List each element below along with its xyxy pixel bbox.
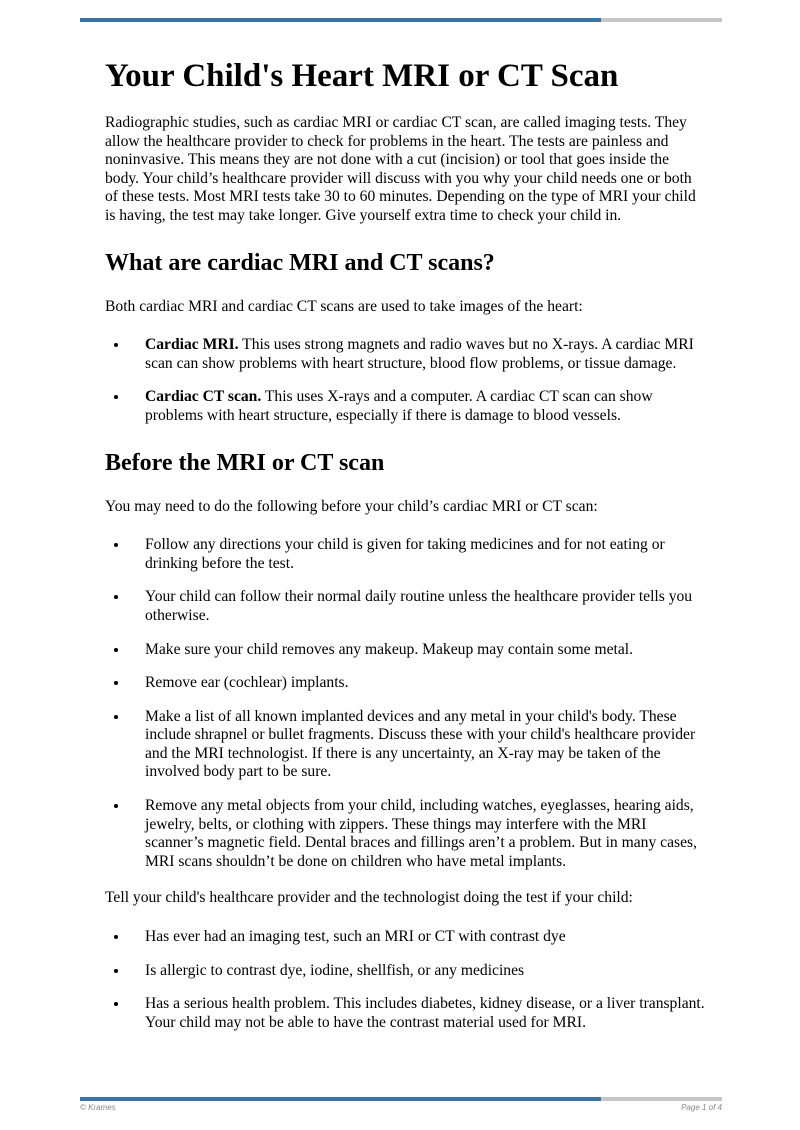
list-item: • Remove ear (cochlear) implants. <box>129 674 705 693</box>
section2-lead: You may need to do the following before your child’s cardiac MRI or CT scan: <box>105 497 598 515</box>
list-item: • Your child can follow their normal daily routine unless the healthcare provider tells you otherwise. <box>129 588 705 625</box>
section-heading-what-are: What are cardiac MRI and CT scans? <box>105 249 495 276</box>
list-item: • Make sure your child removes any makeup. Makeup may contain some metal. <box>129 641 705 660</box>
footer-rule-accent <box>80 1097 601 1101</box>
section-heading-before: Before the MRI or CT scan <box>105 449 385 476</box>
list-item: • Follow any directions your child is given for taking medicines and for not eating or drinking before the test. <box>129 536 705 573</box>
header-rule-accent <box>80 18 601 22</box>
list-item: • Make a list of all known implanted devices and any metal in your child's body. These include shrapnel or bullet fragments. Discuss these with your child's healthcare provider and the MRI technologist. If there is any uncertainty, an X-ray may be taken of the involved body part to be sure. <box>129 708 705 782</box>
header-rule <box>80 18 722 22</box>
intro-paragraph: Radiographic studies, such as cardiac MRI or cardiac CT scan, are called imaging tests. They allow the healthcare provider to check for problems in the heart. The tests are painless and noninvasive. This means they are not done with a cut (incision) or tool that goes inside the body. Your child’s healthcare provider will discuss with you why your child needs one or both of these tests. Most MRI tests take 30 to 60 minutes. Depending on the type of MRI your child is having, the test may take longer. Give yourself extra time to check your child in. <box>105 114 696 224</box>
list-item-text: This uses X-rays and a computer. A cardiac CT scan can show problems with heart structure, especially if there is damage to blood vessels. <box>145 388 653 424</box>
preparation-list <box>105 536 705 871</box>
list-item-term: Cardiac CT scan. <box>145 388 262 406</box>
footer-copyright: © Krames <box>80 1103 116 1112</box>
page-title: Your Child's Heart MRI or CT Scan <box>105 58 619 94</box>
list-item-text: This uses strong magnets and radio waves but no X-rays. A cardiac MRI scan can show problems with heart structure, blood flow problems, or tissue damage. <box>145 336 694 372</box>
list-item <box>129 388 705 425</box>
footer-rule <box>80 1097 722 1101</box>
footer-page-number: Page 1 of 4 <box>681 1103 722 1112</box>
list-item-term: Cardiac MRI. <box>145 336 239 354</box>
tell-provider-list <box>105 928 705 1032</box>
list-item: • Is allergic to contrast dye, iodine, shellfish, or any medicines <box>129 962 705 981</box>
list-item <box>129 336 705 373</box>
footer-rule-gray <box>601 1097 722 1101</box>
section2-lead2: Tell your child's healthcare provider and the technologist doing the test if your child: <box>105 889 633 907</box>
scan-types-list <box>105 336 705 425</box>
section1-lead: Both cardiac MRI and cardiac CT scans are used to take images of the heart: <box>105 297 583 315</box>
document-body <box>105 56 705 1032</box>
header-rule-gray <box>601 18 722 22</box>
list-item: • Remove any metal objects from your child, including watches, eyeglasses, hearing aids, jewelry, belts, or clothing with zippers. These things may interfere with the MRI scanner’s magnetic field. Dental braces and fillings aren’t a problem. But in many cases, MRI scans shouldn’t be done on children who have metal implants. <box>129 797 705 871</box>
list-item: • Has a serious health problem. This includes diabetes, kidney disease, or a liver transplant. Your child may not be able to have the contrast material used for MRI. <box>129 995 705 1032</box>
list-item: • Has ever had an imaging test, such an MRI or CT with contrast dye <box>129 928 705 947</box>
